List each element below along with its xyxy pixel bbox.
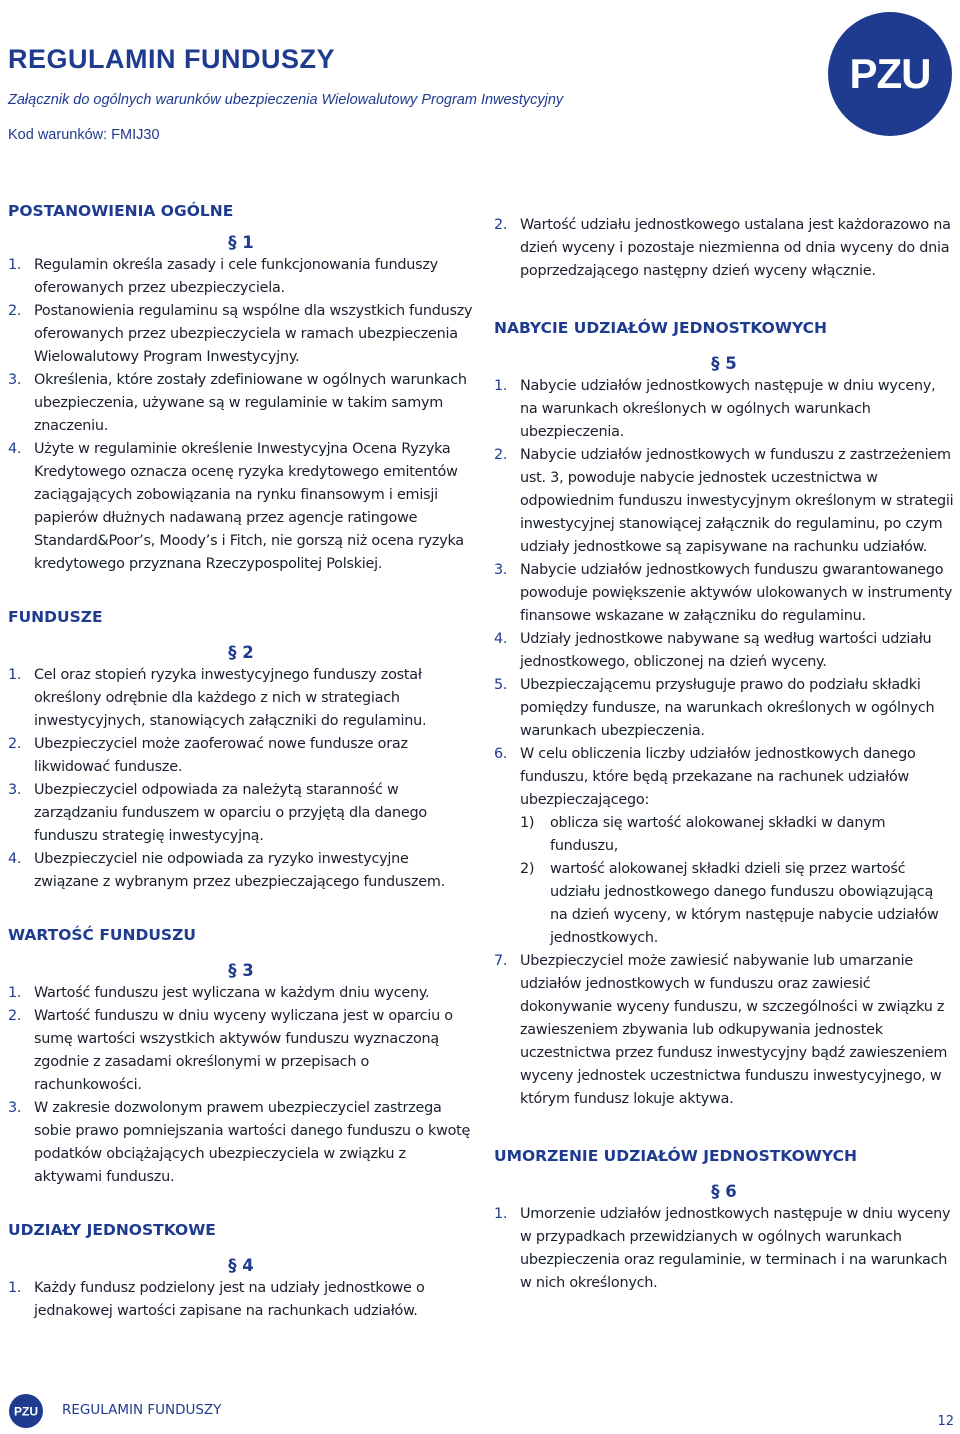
section-3-list <box>8 982 474 1189</box>
section-1-list <box>8 254 474 576</box>
pzu-footer-logo <box>8 1393 44 1429</box>
sub-list-item: 1) oblicza się wartość alokowanej składki w danym funduszu, <box>520 815 886 854</box>
list-item: 6. W celu obliczenia liczby udziałów jednostkowych danego funduszu, które będą przekazane na rachunek udziałów ubezpieczającego: 1) oblicza się wartość alokowanej składki w danym funduszu, 2) wartość alokowanej składki dzieli się przez wartość udziału jednostkowego danego funduszu obowiązującą na dzień wyceny, w którym następuje nabycie udziałów jednostkowych. <box>494 743 954 950</box>
svg-text:PZU: PZU <box>849 50 931 97</box>
list-item: 2. Wartość udziału jednostkowego ustalana jest każdorazowo na dzień wyceny i pozostaje niezmienna od dnia wyceny do dnia poprzedzającego następny dzień wyceny włącznie. <box>494 217 951 279</box>
list-item: 1. Nabycie udziałów jednostkowych następuje w dniu wyceny, na warunkach określonych w ogólnych warunkach ubezpieczenia. <box>494 378 936 440</box>
paragraph-mark-5: § 5 <box>711 354 737 373</box>
list-item: 1. Cel oraz stopień ryzyka inwestycyjnego funduszy został określony odrębnie dla każdego z nich w strategiach inwestycyjnych, stanowiących załączniki do regulaminu. <box>8 667 427 729</box>
sub-list-item: 2) wartość alokowanej składki dzieli się przez wartość udziału jednostkowego danego funduszu obowiązującą na dzień wyceny, w którym następuje nabycie udziałów jednostkowych. <box>520 861 939 946</box>
sub-list <box>520 812 954 950</box>
list-item: 3. Określenia, które zostały zdefiniowane w ogólnych warunkach ubezpieczenia, używane są w regulaminie w takim samym znaczeniu. <box>8 372 467 434</box>
list-item: 2. Ubezpieczyciel może zaoferować nowe fundusze oraz likwidować fundusze. <box>8 736 408 775</box>
section-4-list-continued <box>494 214 954 283</box>
list-item: 2. Nabycie udziałów jednostkowych w funduszu z zastrzeżeniem ust. 3, powoduje nabycie jednostek uczestnictwa w odpowiednim funduszu inwestycyjnym określonym w strategii inwestycyjnej stanowiącej załącznik do regulaminu, po czym udziały jednostkowe są zapisywane na rachunku udziałów. <box>494 447 954 555</box>
section-4-list <box>8 1277 474 1323</box>
list-item: 1. Wartość funduszu jest wyliczana w każdym dniu wyceny. <box>8 985 430 1001</box>
list-item: 2. Postanowienia regulaminu są wspólne dla wszystkich funduszy oferowanych przez ubezpieczyciela w ramach ubezpieczenia Wielowalutowy Program Inwestycyjny. <box>8 303 473 365</box>
section-6-list <box>494 1203 954 1295</box>
paragraph-mark-4: § 4 <box>228 1256 254 1275</box>
paragraph-mark-1: § 1 <box>228 233 254 252</box>
list-item: 3. W zakresie dozwolonym prawem ubezpieczyciel zastrzega sobie prawo pomniejszania wartości danego funduszu o kwotę podatków obciążających ubezpieczyciela w związku z aktywami funduszu. <box>8 1100 471 1185</box>
list-item: 4. Udziały jednostkowe nabywane są według wartości udziału jednostkowego, obliczonej na dzień wyceny. <box>494 631 932 670</box>
section-heading-fund-value: WARTOŚĆ FUNDUSZU <box>8 926 196 944</box>
paragraph-mark-3: § 3 <box>228 961 254 980</box>
section-2-list <box>8 664 474 894</box>
list-item: 5. Ubezpieczającemu przysługuje prawo do podziału składki pomiędzy fundusze, na warunkach określonych w ogólnych warunkach ubezpieczenia. <box>494 677 935 739</box>
section-heading-redemption: UMORZENIE UDZIAŁÓW JEDNOSTKOWYCH <box>494 1147 857 1165</box>
section-heading-funds: FUNDUSZE <box>8 608 103 626</box>
pzu-logo <box>826 10 954 138</box>
left-column <box>8 200 474 1323</box>
list-item: 3. Ubezpieczyciel odpowiada za należytą staranność w zarządzaniu funduszem w oparciu o przyjętą dla danego funduszu strategię inwestycyjną. <box>8 782 427 844</box>
list-item: 1. Regulamin określa zasady i cele funkcjonowania funduszy oferowanych przez ubezpieczyciela. <box>8 257 438 296</box>
paragraph-mark-6: § 6 <box>711 1182 737 1201</box>
list-item: 4. Ubezpieczyciel nie odpowiada za ryzyko inwestycyjne związane z wybranym przez ubezpieczającego funduszem. <box>8 851 445 890</box>
right-column <box>494 214 954 1295</box>
list-item: 1. Umorzenie udziałów jednostkowych następuje w dniu wyceny w przypadkach przewidzianych w ogólnych warunkach ubezpieczenia oraz regulaminie, w terminach i na warunkach w nich określonych. <box>494 1206 951 1291</box>
list-item: 1. Każdy fundusz podzielony jest na udziały jednostkowe o jednakowej wartości zapisane na rachunkach udziałów. <box>8 1280 425 1319</box>
list-item: 7. Ubezpieczyciel może zawiesić nabywanie lub umarzanie udziałów jednostkowych w funduszu oraz zawiesić dokonywanie wyceny funduszu, w szczególności w związku z zawieszeniem zbywania lub odkupywania jednostek uczestnictwa przez fundusz inwestycyjny bądź zawieszeniem wyceny jednostek uczestnictwa funduszu inwestycyjnego, w którym fundusz lokuje aktywa. <box>494 953 948 1107</box>
list-item: 4. Użyte w regulaminie określenie Inwestycyjna Ocena Ryzyka Kredytowego oznacza ocenę ryzyka kredytowego emitentów zaciągających zobowiązania na rynku finansowym i emisji papierów dłużnych nadawaną przez agencje ratingowe Standard&Poor’s, Moody’s i Fitch, nie gorszą niż ocena ryzyka kredytowego przyznana Rzeczypospolitej Polskiej. <box>8 441 464 572</box>
footer-title: REGULAMIN FUNDUSZY <box>62 1402 222 1418</box>
page-number: 12 <box>937 1414 954 1429</box>
svg-text:PZU: PZU <box>14 1404 38 1419</box>
document-title: REGULAMIN FUNDUSZY <box>8 44 335 74</box>
list-item: 2. Wartość funduszu w dniu wyceny wyliczana jest w oparciu o sumę wartości wszystkich aktywów funduszu wyznaczoną zgodnie z zasadami określonymi w przepisach o rachunkowości. <box>8 1008 453 1093</box>
document-subtitle: Załącznik do ogólnych warunków ubezpieczenia Wielowalutowy Program Inwestycyjny <box>8 92 564 108</box>
section-5-list <box>494 375 954 1111</box>
conditions-code: Kod warunków: FMIJ30 <box>8 127 160 143</box>
section-heading-general: POSTANOWIENIA OGÓLNE <box>8 202 234 220</box>
section-heading-acquisition: NABYCIE UDZIAŁÓW JEDNOSTKOWYCH <box>494 319 827 337</box>
paragraph-mark-2: § 2 <box>228 643 254 662</box>
section-heading-units: UDZIAŁY JEDNOSTKOWE <box>8 1221 216 1239</box>
list-item: 3. Nabycie udziałów jednostkowych funduszu gwarantowanego powoduje powiększenie aktywów ulokowanych w instrumenty finansowe wskazane w załączniku do regulaminu. <box>494 562 953 624</box>
